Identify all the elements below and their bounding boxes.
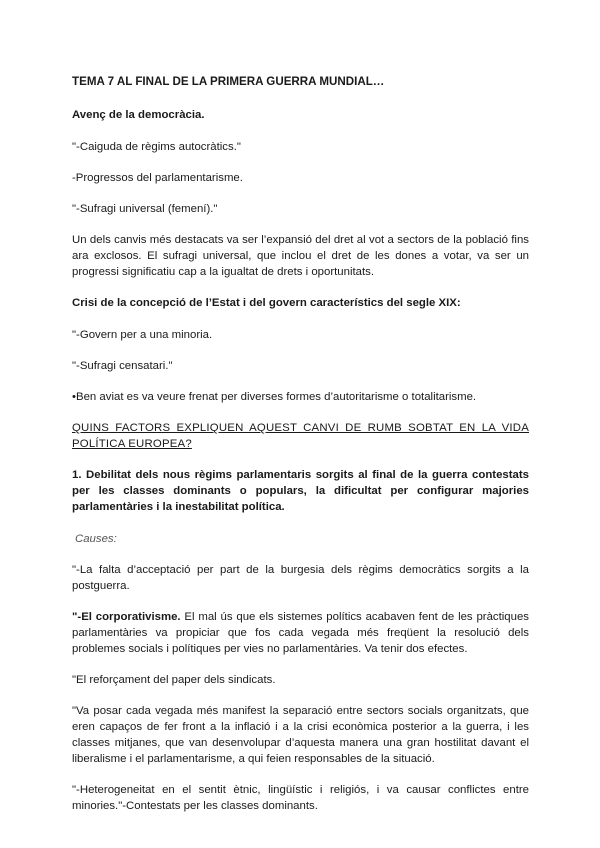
list-item: "-Govern per a una minoria. (72, 329, 213, 341)
document-title: TEMA 7 AL FINAL DE LA PRIMERA GUERRA MUNDIAL… (72, 75, 385, 88)
factor-heading-1: 1. Debilitat dels nous règims parlamentaris sorgits al final de la guerra contestats per les classes dominants o populars, la dificultat per configurar majories parlamentàries i la inestabilitat política. (72, 469, 529, 513)
section-heading-democracy: Avenç de la democràcia. (72, 109, 205, 121)
cause-item-corporatism (72, 609, 529, 657)
corporatism-text: El mal ús que els sistemes polítics acabaven fent de les pràctiques parlamentàries va propiciar que fos cada vegada més freqüent la resolució dels problemes socials i polítiques per vies no parlamentàries. Va tenir dos efectes. (72, 611, 529, 655)
document-page (72, 74, 529, 829)
list-item: "-Sufragi censatari." (72, 360, 173, 372)
question-heading: QUINS FACTORS EXPLIQUEN AQUEST CANVI DE RUMB SOBTAT EN LA VIDA POLÍTICA EUROPEA? (72, 422, 529, 450)
section-heading-crisis: Crisi de la concepció de l’Estat i del govern característics del segle XIX: (72, 297, 461, 309)
cause-item: "-La falta d’acceptació per part de la burgesia dels règims democràtics sorgits a la postguerra. (72, 564, 529, 592)
cause-item: "Va posar cada vegada més manifest la separació entre sectors socials organitzats, que eren capaços de fer front a la inflació i a la crisi econòmica posterior a la guerra, i les classes mitjanes, que van desenvolupar d’aquesta manera una gran hostilitat davant el liberalisme i el parlamentarisme, a qui feien responsables de la situació. (72, 705, 529, 765)
causes-label: Causes: (75, 533, 117, 545)
list-item: "-Sufragi universal (femení)." (72, 203, 218, 215)
list-item: "-Caiguda de règims autocràtics." (72, 141, 241, 153)
cause-item: "-Heterogeneitat en el sentit ètnic, lingüístic i religiós, i va causar conflictes entre minories."-Contestats per les classes dominants. (72, 784, 529, 812)
cause-item: "El reforçament del paper dels sindicats. (72, 674, 276, 686)
paragraph-suffrage: Un dels canvis més destacats va ser l’expansió del dret al vot a sectors de la població fins ara exclosos. El sufragi universal, que inclou el dret de les dones a votar, va ser un progressi significatiu cap a la igualtat de drets i oportunitats. (72, 234, 529, 278)
corporatism-label: "-El corporativisme. (72, 611, 181, 623)
list-item: •Ben aviat es va veure frenat per diverses formes d’autoritarisme o totalitarisme. (72, 391, 477, 403)
list-item: -Progressos del parlamentarisme. (72, 172, 243, 184)
